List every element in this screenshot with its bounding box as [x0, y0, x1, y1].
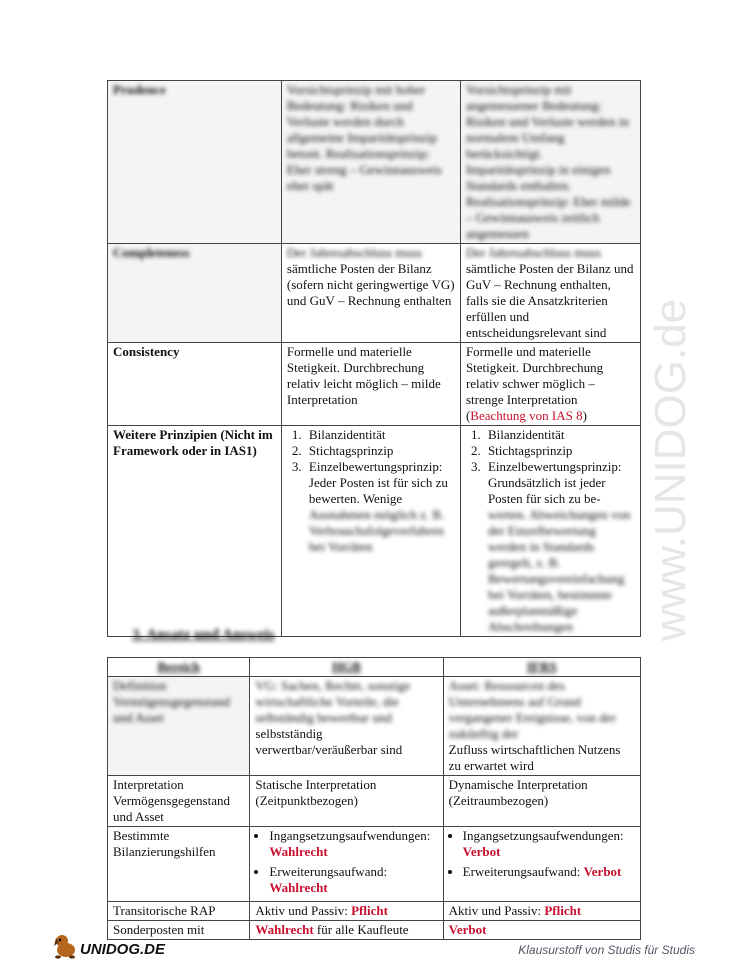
cell-prudence-ifrs — [460, 81, 640, 244]
recognition-table — [107, 657, 641, 940]
rap-hgb-prefix: Aktiv und Passiv: — [255, 903, 348, 918]
watermark — [646, 260, 715, 680]
header-text: IFRS — [527, 659, 557, 674]
dog-icon — [54, 935, 75, 959]
weitere-hgb-list — [287, 427, 455, 555]
sonderposten-ifrs-red: Verbot — [448, 922, 487, 937]
row-prudence — [108, 81, 641, 244]
cell-weitere-ifrs — [460, 426, 640, 637]
list-item-text: Ingangsetzungsaufwendungen: — [462, 828, 624, 843]
cell-sonderposten-ifrs — [443, 921, 640, 940]
unidog-logo — [52, 928, 172, 962]
cell-consistency-hgb — [281, 343, 460, 426]
cell-definition-label — [108, 677, 250, 776]
definition-ifrs: Zufluss wirtschaftlichen Nutzens zu erwartet wird — [448, 742, 621, 773]
sonderposten-label: Sonderposten mit — [113, 922, 205, 937]
section-heading: 3. Ansatz und Answeis — [132, 627, 275, 643]
cell-consistency-label — [108, 343, 282, 426]
header-bereich — [108, 658, 250, 677]
row-sonderposten — [108, 921, 641, 940]
definition-ifrs-blurred: Asset: Ressourcen des Unternehmens auf Grund vergangener Ereignisse, von der zukünftig der — [448, 678, 616, 741]
row-definition — [108, 677, 641, 776]
logo-text: UNIDOG.DE — [80, 941, 166, 958]
list-item — [305, 459, 455, 555]
sonderposten-hgb-suffix: für alle Kaufleute — [316, 922, 409, 937]
list-item: 1. Bilanzidentität — [484, 427, 635, 443]
list-item — [269, 864, 437, 896]
weitere-hgb-blurred: Ausnahmen möglich z. B. Verbrauchsfolgeverfahren bei Vorräten — [308, 507, 445, 554]
completeness-label: Completeness — [113, 245, 190, 260]
cell-sonderposten-hgb — [250, 921, 443, 940]
definition-hgb-blurred: VG: Sachen, Rechte, sonstige wirtschaftliche Vorteile, die selbständig bewertbar und — [255, 678, 411, 725]
cell-consistency-ifrs — [460, 343, 640, 426]
cell-weitere-label — [108, 426, 282, 637]
weitere-ifrs-blurred: werten. Abweichungen von der Einzelbewertung werden in Standards geregelt, z. B. Bewertungsvereinfachung bei Vorräten, bestimmte außerplanmäßige Abschreibungen — [487, 507, 631, 634]
rap-label: Transitorische RAP — [113, 903, 216, 918]
list-item: 2. Stichtagsprinzip — [484, 443, 635, 459]
list-item-text: Erweiterungsaufwand: — [462, 864, 581, 879]
rap-hgb-red: Pflicht — [351, 903, 388, 918]
footer-tagline: Klausurstoff von Studis für Studis — [518, 943, 695, 957]
row-rap — [108, 902, 641, 921]
list-item: 1. Bilanzidentität — [305, 427, 455, 443]
list-item-text: Einzelbewertungsprinzip: Jeder Posten ist für sich zu bewerten. Wenige — [308, 459, 448, 506]
header-text: Bereich — [157, 659, 200, 674]
interpretation-label: Interpretation Vermögensgegenstand und Asset — [113, 777, 230, 824]
definition-label: Definition Vermögensgegenstand und Asset — [113, 678, 230, 725]
consistency-hgb: Formelle und materielle Stetigkeit. Durchbrechung relativ leicht möglich – milde Interpretation — [286, 344, 441, 407]
cell-interpretation-hgb — [250, 776, 443, 827]
cell-bilanzierungshilfen-label — [108, 827, 250, 902]
consistency-ifrs-red: Beachtung von IAS 8 — [470, 408, 583, 423]
cell-rap-label — [108, 902, 250, 921]
list-item-text: Erweiterungsaufwand: — [269, 864, 388, 879]
list-item-red: Verbot — [583, 864, 622, 879]
cell-interpretation-ifrs — [443, 776, 640, 827]
bilanzierungshilfen-label: Bestimmte Bilanzierungshilfen — [113, 828, 216, 859]
cell-definition-ifrs — [443, 677, 640, 776]
weitere-label: Weitere Prinzipien (Nicht im Framework oder in IAS1) — [113, 427, 273, 458]
principles-table — [107, 80, 641, 637]
row-consistency — [108, 343, 641, 426]
interpretation-ifrs: Dynamische Interpretation (Zeitraumbezogen) — [448, 777, 588, 808]
bilanzierungshilfen-hgb-list — [255, 828, 437, 896]
cell-prudence-label — [108, 81, 282, 244]
list-item-red: Verbot — [462, 844, 501, 859]
list-item — [269, 828, 437, 860]
completeness-ifrs: sämtliche Posten der Bilanz und GuV – Rechnung enthalten, falls sie die Ansatzkriterien erfüllen und entscheidungsrelevant sind — [465, 261, 634, 340]
cell-weitere-hgb — [281, 426, 460, 637]
prudence-hgb: Vorsichtsprinzip mit hoher Bedeutung: Risiken und Verluste werden durch allgemeine Imparitätsprinzip betont. Realisationsprinzip: Eher streng – Gewinnausweis eher spät — [286, 82, 442, 193]
prudence-ifrs: Vorsichtsprinzip mit angemessener Bedeutung: Risiken und Verluste werden in normalem Umfang berücksichtigt. Imparitätsprinzip in einigen Standards enthalten. Realisationsprinzip: Eher milde – Gewinnausweis zeitlich angemessen — [465, 82, 631, 241]
rap-ifrs-prefix: Aktiv und Passiv: — [448, 903, 542, 918]
definition-hgb: selbstständig verwertbar/veräußerbar sind — [255, 726, 403, 757]
row-completeness — [108, 244, 641, 343]
interpretation-hgb: Statische Interpretation (Zeitpunktbezogen) — [255, 777, 377, 808]
list-item-text: Einzelbewertungsprinzip: Grundsätzlich ist jeder Posten für sich zu be- — [487, 459, 622, 506]
list-item-red: Wahlrecht — [269, 844, 328, 859]
bilanzierungshilfen-ifrs-list — [449, 828, 635, 880]
consistency-ifrs-suffix: ) — [582, 408, 587, 423]
cell-prudence-hgb — [281, 81, 460, 244]
header-row — [108, 658, 641, 677]
completeness-hgb-blurred: Der Jahresabschluss muss — [286, 245, 422, 260]
header-ifrs — [443, 658, 640, 677]
weitere-ifrs-list — [466, 427, 635, 635]
list-item: 2. Stichtagsprinzip — [305, 443, 455, 459]
row-interpretation — [108, 776, 641, 827]
cell-rap-hgb — [250, 902, 443, 921]
list-item — [463, 864, 635, 880]
completeness-hgb: sämtliche Posten der Bilanz (sofern nicht geringwertige VG) und GuV – Rechnung enthalten — [286, 261, 455, 308]
cell-bilanzierungshilfen-ifrs — [443, 827, 640, 902]
list-item — [463, 828, 635, 860]
cell-rap-ifrs — [443, 902, 640, 921]
header-hgb — [250, 658, 443, 677]
cell-interpretation-label — [108, 776, 250, 827]
prudence-label: Prudence — [113, 82, 166, 97]
watermark-text: www.UNIDOG.de — [646, 298, 695, 642]
completeness-ifrs-blurred: Der Jahresabschluss muss — [465, 245, 601, 260]
header-text: HGB — [332, 659, 361, 674]
consistency-ifrs-prefix: Formelle und materielle Stetigkeit. Durchbrechung relativ schwer möglich – strenge Interpretation ( — [465, 344, 604, 423]
row-bilanzierungshilfen — [108, 827, 641, 902]
cell-completeness-label — [108, 244, 282, 343]
rap-ifrs-red: Pflicht — [544, 903, 582, 918]
list-item — [484, 459, 635, 635]
sonderposten-hgb-red: Wahlrecht — [255, 922, 314, 937]
cell-definition-hgb — [250, 677, 443, 776]
row-weitere — [108, 426, 641, 637]
cell-completeness-hgb — [281, 244, 460, 343]
cell-bilanzierungshilfen-hgb — [250, 827, 443, 902]
cell-completeness-ifrs — [460, 244, 640, 343]
list-item-red: Wahlrecht — [269, 880, 328, 895]
consistency-label: Consistency — [113, 344, 180, 359]
list-item-text: Ingangsetzungsaufwendungen: — [269, 828, 431, 843]
